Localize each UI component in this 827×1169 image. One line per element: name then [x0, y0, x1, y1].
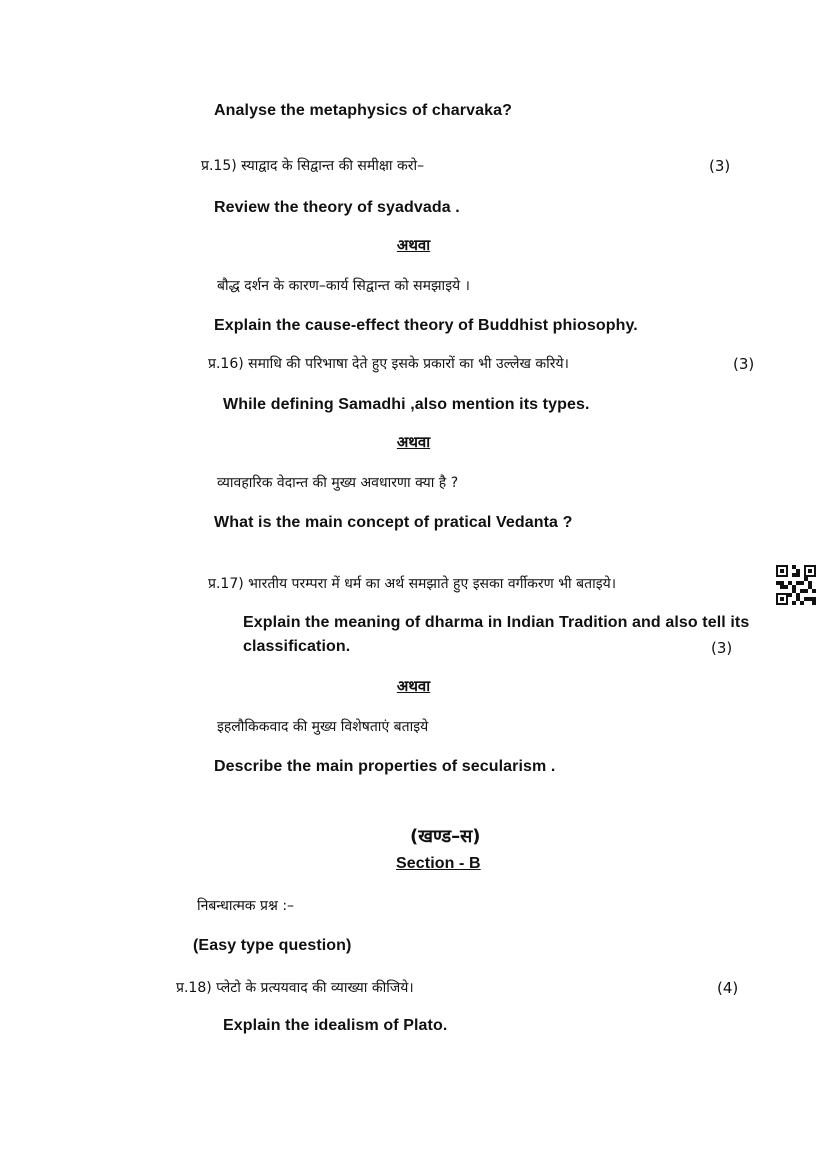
q18-hindi: प्र.18) प्लेटो के प्रत्ययवाद की व्याख्या कीजिये। [176, 980, 414, 996]
q16-or-label: अथवा [396, 433, 431, 451]
q16-english: While defining Samadhi ,also mention its types. [223, 396, 590, 413]
q15-alt-hindi: बौद्ध दर्शन के कारण–कार्य सिद्वान्त को समझाइये । [217, 278, 470, 294]
qr-code-icon [776, 565, 816, 605]
question-type-english: (Easy type question) [193, 937, 352, 954]
q15-or-label: अथवा [396, 236, 431, 254]
q17-alt-hindi: इहलौकिकवाद की मुख्य विशेषताएं बताइये [217, 719, 429, 735]
q18-marks: (4) [717, 979, 739, 997]
q16-alt-english: What is the main concept of pratical Vedanta ? [214, 514, 573, 531]
section-title-english: Section - B [396, 855, 481, 872]
q17-alt-english: Describe the main properties of secularism . [214, 758, 556, 775]
q17-or-label: अथवा [396, 677, 431, 695]
q15-marks: (3) [709, 157, 731, 175]
q15-alt-english: Explain the cause-effect theory of Buddhist phiosophy. [214, 317, 638, 334]
q15-hindi: प्र.15) स्याद्वाद के सिद्वान्त की समीक्षा करो– [201, 158, 425, 174]
section-title-hindi: (खण्ड–स) [410, 826, 481, 847]
q18-english: Explain the idealism of Plato. [223, 1017, 448, 1034]
q16-alt-hindi: व्यावहारिक वेदान्त की मुख्य अवधारणा क्या है ? [217, 475, 459, 491]
q17-english-line1: Explain the meaning of dharma in Indian Tradition and also tell its [243, 614, 750, 631]
q16-marks: (3) [733, 355, 755, 373]
q17-hindi: प्र.17) भारतीय परम्परा में धर्म का अर्थ समझाते हुए इसका वर्गीकरण भी बताइये। [208, 576, 617, 592]
question-type-hindi: निबन्धात्मक प्रश्न :– [197, 898, 295, 914]
q17-english-line2: classification. [243, 638, 351, 655]
q17-marks: (3) [711, 639, 733, 657]
q14-alt-english: Analyse the metaphysics of charvaka? [214, 102, 512, 119]
q15-english: Review the theory of syadvada . [214, 199, 460, 216]
q16-hindi: प्र.16) समाधि की परिभाषा देते हुए इसके प्रकारों का भी उल्लेख करिये। [208, 356, 569, 372]
